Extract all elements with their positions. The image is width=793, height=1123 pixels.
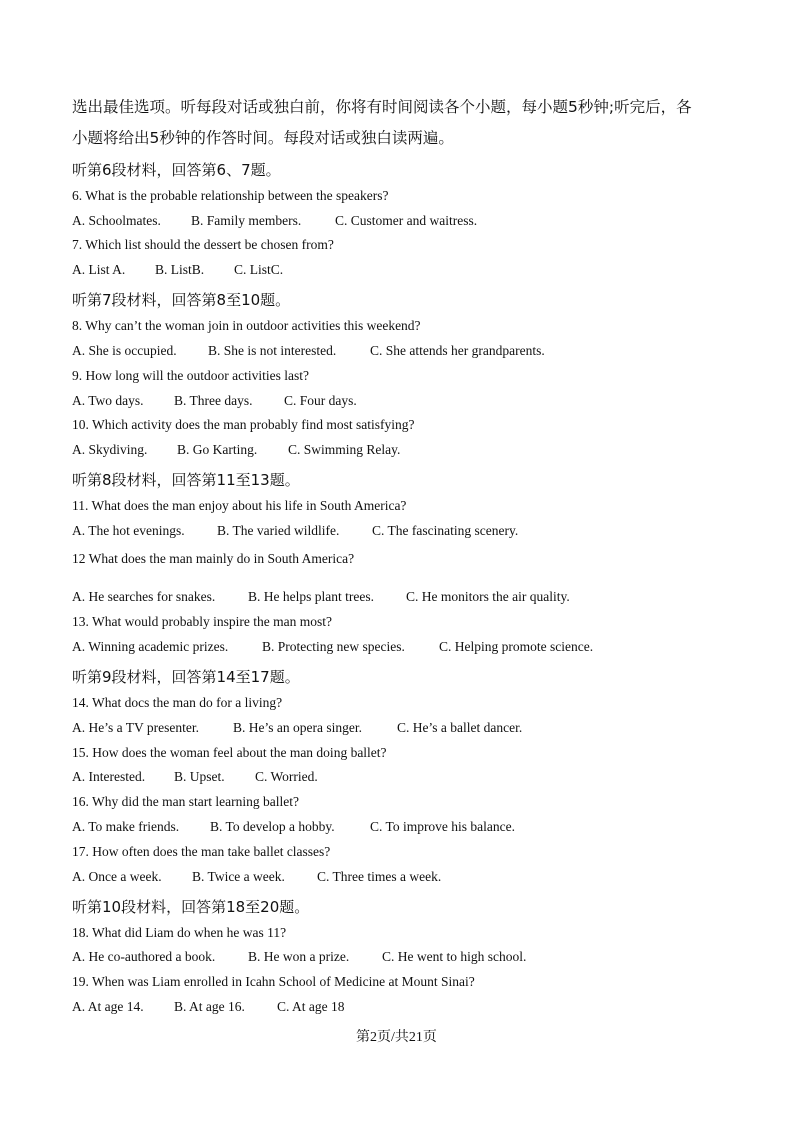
section-heading-6: 听第6段材料，回答第6、7题。 [72,161,281,179]
question-7: 7. Which list should the dessert be chosen from? [72,237,334,252]
question-9: 9. How long will the outdoor activities last? [72,368,309,383]
question-6: 6. What is the probable relationship between the speakers? [72,188,389,203]
option-17a: A. Once a week. [72,869,162,884]
section-heading-10: 听第10段材料，回答第18至20题。 [72,898,310,916]
option-8c: C. She attends her grandparents. [370,343,545,358]
question-17: 17. How often does the man take ballet classes? [72,844,331,859]
options-15 [72,769,318,785]
instructions-line-1: 选出最佳选项。听每段对话或独白前，你将有时间阅读各个小题，每小题5秒钟;听完后，各 [72,98,692,116]
option-19c: C. At age 18 [277,999,345,1014]
options-16 [72,819,515,835]
option-12c: C. He monitors the air quality. [406,589,570,604]
option-8a: A. She is occupied. [72,343,177,358]
options-11 [72,523,518,539]
options-8 [72,343,545,359]
option-6c: C. Customer and waitress. [335,213,478,228]
options-9 [72,393,357,409]
option-14b: B. He’s an opera singer. [233,720,362,735]
option-18a: A. He co-authored a book. [72,949,216,964]
options-13 [72,639,593,655]
question-12: 12 What does the man mainly do in South America? [72,551,355,566]
question-8: 8. Why can’t the woman join in outdoor activities this weekend? [72,318,421,333]
option-11b: B. The varied wildlife. [217,523,340,538]
options-10 [72,442,400,458]
option-10c: C. Swimming Relay. [288,442,401,457]
options-19 [72,999,345,1015]
option-6a: A. Schoolmates. [72,213,161,228]
options-6 [72,213,477,229]
option-10a: A. Skydiving. [72,442,148,457]
option-19a: A. At age 14. [72,999,144,1014]
question-14: 14. What docs the man do for a living? [72,695,283,710]
option-15a: A. Interested. [72,769,146,784]
option-8b: B. She is not interested. [208,343,337,358]
options-7 [72,262,283,278]
instructions-line-2: 小题将给出5秒钟的作答时间。每段对话或独白读两遍。 [72,129,454,147]
option-13a: A. Winning academic prizes. [72,639,229,654]
option-16c: C. To improve his balance. [370,819,516,834]
option-16a: A. To make friends. [72,819,180,834]
question-10: 10. Which activity does the man probably find most satisfying? [72,417,415,432]
option-15c: C. Worried. [255,769,318,784]
question-11: 11. What does the man enjoy about his life in South America? [72,498,407,513]
option-17b: B. Twice a week. [192,869,285,884]
option-9b: B. Three days. [174,393,253,408]
option-12b: B. He helps plant trees. [248,589,374,604]
question-13: 13. What would probably inspire the man most? [72,614,332,629]
option-17c: C. Three times a week. [317,869,442,884]
question-16: 16. Why did the man start learning ballet? [72,794,299,809]
option-19b: B. At age 16. [174,999,245,1014]
option-9c: C. Four days. [284,393,357,408]
option-7c: C. ListC. [234,262,284,277]
option-9a: A. Two days. [72,393,144,408]
question-19: 19. When was Liam enrolled in Icahn School of Medicine at Mount Sinai? [72,974,475,989]
option-18b: B. He won a prize. [248,949,350,964]
options-14 [72,720,522,736]
section-heading-7: 听第7段材料，回答第8至10题。 [72,291,291,309]
section-heading-9: 听第9段材料，回答第14至17题。 [72,668,300,686]
question-18: 18. What did Liam do when he was 11? [72,925,287,940]
option-13b: B. Protecting new species. [262,639,405,654]
option-14c: C. He’s a ballet dancer. [397,720,523,735]
option-10b: B. Go Karting. [177,442,258,457]
options-17 [72,869,441,885]
options-12 [72,589,570,605]
options-18 [72,949,526,965]
option-7a: A. List A. [72,262,126,277]
option-11c: C. The fascinating scenery. [372,523,519,538]
option-16b: B. To develop a hobby. [210,819,335,834]
option-18c: C. He went to high school. [382,949,527,964]
section-heading-8: 听第8段材料，回答第11至13题。 [72,471,300,489]
question-15: 15. How does the woman feel about the man doing ballet? [72,745,387,760]
option-6b: B. Family members. [191,213,302,228]
option-15b: B. Upset. [174,769,225,784]
option-13c: C. Helping promote science. [439,639,594,654]
page-number: 第2页/共21页 [356,1030,437,1045]
option-7b: B. ListB. [155,262,205,277]
option-12a: A. He searches for snakes. [72,589,216,604]
option-14a: A. He’s a TV presenter. [72,720,199,735]
option-11a: A. The hot evenings. [72,523,185,538]
